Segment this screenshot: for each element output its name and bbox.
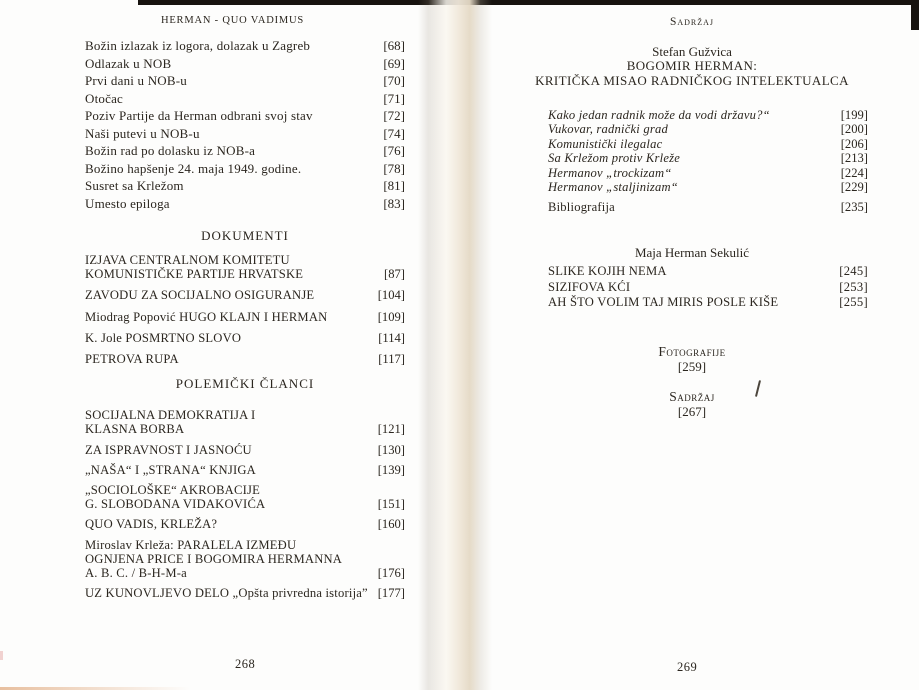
toc-entry-title: Božino hapšenje 24. maja 1949. godine. <box>85 160 302 176</box>
toc-entry-page-ref: [83] <box>383 195 405 211</box>
left-page-toc <box>85 37 405 606</box>
toc-entry-page-ref: [81] <box>383 178 405 193</box>
toc-entry-title: Miodrag Popović HUGO KLAJN I HERMAN <box>85 309 328 324</box>
contents-section <box>516 390 868 419</box>
toc-entry-page-ref: [213] <box>840 151 868 166</box>
toc-entry-title: Susret sa Krležom <box>85 178 184 193</box>
toc-row <box>548 166 868 180</box>
book-gutter-shadow <box>418 0 492 690</box>
toc-entry-page-ref: [245] <box>839 263 868 278</box>
toc-row <box>85 37 405 55</box>
bibliography-row <box>516 200 868 214</box>
toc-row <box>85 408 405 436</box>
toc-row <box>548 122 868 136</box>
toc-row <box>548 108 868 122</box>
toc-entry-title: Poziv Partije da Herman odbrani svoj stav <box>85 108 313 123</box>
toc-row <box>548 200 868 214</box>
toc-entry-page-ref: [117] <box>378 352 405 367</box>
toc-entry-page-ref: [130] <box>377 442 405 457</box>
toc-entry-title: Božin izlazak iz logora, dolazak u Zagreb <box>85 38 311 53</box>
toc-row <box>85 352 405 366</box>
toc-row <box>85 443 405 457</box>
right-running-header: Sadržaj <box>669 16 715 28</box>
toc-row <box>85 288 405 302</box>
toc-entry-title: Otočac <box>85 90 124 106</box>
toc-entry-title: PETROVA RUPA <box>85 352 179 367</box>
toc-entry-title: Vukovar, radnički grad <box>548 122 668 137</box>
toc-entry-page-ref: [71] <box>383 90 405 106</box>
toc-entry-page-ref: [74] <box>383 125 405 141</box>
book-title-line-1: BOGOMIR HERMAN: <box>626 58 758 73</box>
toc-entry-page-ref: [160] <box>377 517 405 532</box>
book-title <box>516 59 868 88</box>
toc-entry-title: Naši putevi u NOB-u <box>85 125 200 141</box>
toc-entry-title: IZJAVA CENTRALNOM KOMITETU KOMUNISTIČKE PARTIJE HRVATSKE <box>85 253 304 282</box>
toc-entry-page-ref: [255] <box>839 295 868 310</box>
toc-entry-page-ref: [224] <box>840 165 868 180</box>
toc-row <box>548 137 868 151</box>
scan-left-edge-mark <box>0 651 3 660</box>
toc-entry-title: UZ KUNOVLJEVO DELO „Opšta privredna istorija” <box>85 586 368 601</box>
toc-entry-title: SLIKE KOJIH NEMA <box>548 263 667 278</box>
photographs-section <box>516 345 868 374</box>
right-page-number: 269 <box>677 660 698 674</box>
toc-entry-title: Božin rad po dolasku iz NOB-a <box>85 143 256 158</box>
photographs-label: Fotografije <box>658 344 726 360</box>
toc-entry-page-ref: [76] <box>383 143 405 158</box>
left-running-header: HERMAN - QUO VADIMUS <box>160 15 305 26</box>
toc-entry-title: SIZIFOVA KĆI <box>548 279 631 294</box>
toc-entry-title: Hermanov „trockizam“ <box>548 165 672 180</box>
toc-row <box>85 195 405 213</box>
second-author-name: Maja Herman Sekulić <box>634 244 750 260</box>
toc-entry-page-ref: [206] <box>840 136 868 151</box>
toc-row <box>85 463 405 477</box>
toc-row <box>85 483 405 511</box>
toc-entry-title: Kako jedan radnik može da vodi državu?“ <box>548 108 770 122</box>
toc-row <box>85 90 405 108</box>
toc-row <box>85 538 405 581</box>
toc-section <box>85 253 405 366</box>
toc-entry-title: Sa Krležom protiv Krleže <box>548 151 681 166</box>
toc-entry-title: Odlazak u NOB <box>85 55 172 71</box>
right-page-toc <box>516 16 868 419</box>
author-name: Stefan Gužvica <box>652 44 732 59</box>
toc-entry-title: ZAVODU ZA SOCIJALNO OSIGURANJE <box>85 288 315 303</box>
toc-entry-page-ref: [177] <box>377 586 405 601</box>
toc-entry-title: Hermanov „staljinizam“ <box>548 180 678 195</box>
toc-entry-title: „NAŠA“ I „STRANA“ KNJIGA <box>85 462 256 477</box>
toc-entry-page-ref: [199] <box>840 108 868 122</box>
toc-row <box>85 586 405 600</box>
toc-section <box>85 408 405 600</box>
toc-entry-title: K. Jole POSMRTNO SLOVO <box>85 330 242 345</box>
toc-entry-page-ref: [253] <box>839 279 868 294</box>
toc-row <box>548 295 868 311</box>
toc-entry-page-ref: [235] <box>840 200 868 215</box>
toc-row <box>85 517 405 531</box>
second-author-list <box>516 264 868 311</box>
toc-entry-page-ref: [114] <box>378 330 405 345</box>
toc-row <box>548 151 868 165</box>
toc-entry-page-ref: [121] <box>377 422 405 437</box>
scan-top-edge <box>138 0 919 5</box>
toc-entry-page-ref: [139] <box>377 462 405 477</box>
chapter-list <box>516 108 868 194</box>
toc-entry-page-ref: [70] <box>383 73 405 88</box>
toc-entry-title: Komunistički ilegalac <box>548 136 663 151</box>
toc-row <box>85 142 405 160</box>
toc-entry-page-ref: [87] <box>384 267 405 282</box>
toc-row <box>85 253 405 281</box>
toc-row <box>85 310 405 324</box>
toc-row <box>85 107 405 125</box>
photographs-page-ref: [259] <box>677 358 707 374</box>
toc-entry-page-ref: [68] <box>383 38 405 53</box>
toc-entry-page-ref: [229] <box>840 180 868 195</box>
toc-entry-page-ref: [109] <box>377 309 405 324</box>
toc-entry-title: Bibliografija <box>548 200 615 215</box>
toc-entry-title: ZA ISPRAVNOST I JASNOĆU <box>85 442 252 457</box>
book-title-line-2: KRITIČKA MISAO RADNIČKOG INTELEKTUALCA <box>535 72 849 88</box>
toc-row <box>85 177 405 195</box>
toc-entry-title: Umesto epiloga <box>85 195 170 211</box>
toc-row <box>548 280 868 296</box>
toc-entry-page-ref: [78] <box>383 160 405 176</box>
toc-row <box>85 331 405 345</box>
left-page-number: 268 <box>235 657 256 671</box>
toc-entry-page-ref: [104] <box>377 288 405 303</box>
toc-entry-title: Prvi dani u NOB-u <box>85 73 187 88</box>
section-heading: DOKUMENTI <box>201 228 289 243</box>
scan-top-right-corner <box>911 0 919 30</box>
toc-entry-title: QUO VADIS, KRLEŽA? <box>85 517 218 532</box>
contents-page-ref: [267] <box>677 403 707 419</box>
toc-entry-page-ref: [72] <box>383 108 405 123</box>
toc-row <box>548 264 868 280</box>
toc-row <box>85 125 405 143</box>
toc-row <box>85 55 405 73</box>
toc-entry-title: AH ŠTO VOLIM TAJ MIRIS POSLE KIŠE <box>548 295 779 310</box>
toc-entry-title: Miroslav Krleža: PARALELA IZMEĐU OGNJENA PRICE I BOGOMIRA HERMANNA A. B. C. / B-H-M-a <box>85 537 343 581</box>
toc-entry-page-ref: [69] <box>383 55 405 71</box>
toc-entry-title: SOCIJALNA DEMOKRATIJA I KLASNA BORBA <box>85 408 256 437</box>
toc-entry-title: „SOCIOLOŠKE“ AKROBACIJE G. SLOBODANA VIDAKOVIĆA <box>85 483 266 512</box>
toc-entry-page-ref: [151] <box>377 497 405 512</box>
toc-entry-page-ref: [200] <box>840 122 868 137</box>
section-heading: POLEMIČKI ČLANCI <box>175 376 315 392</box>
toc-row <box>85 72 405 90</box>
contents-label: Sadržaj <box>669 389 715 405</box>
toc-row <box>548 180 868 194</box>
toc-row <box>85 160 405 178</box>
toc-entry-page-ref: [176] <box>377 566 405 581</box>
toc-section <box>85 37 405 212</box>
